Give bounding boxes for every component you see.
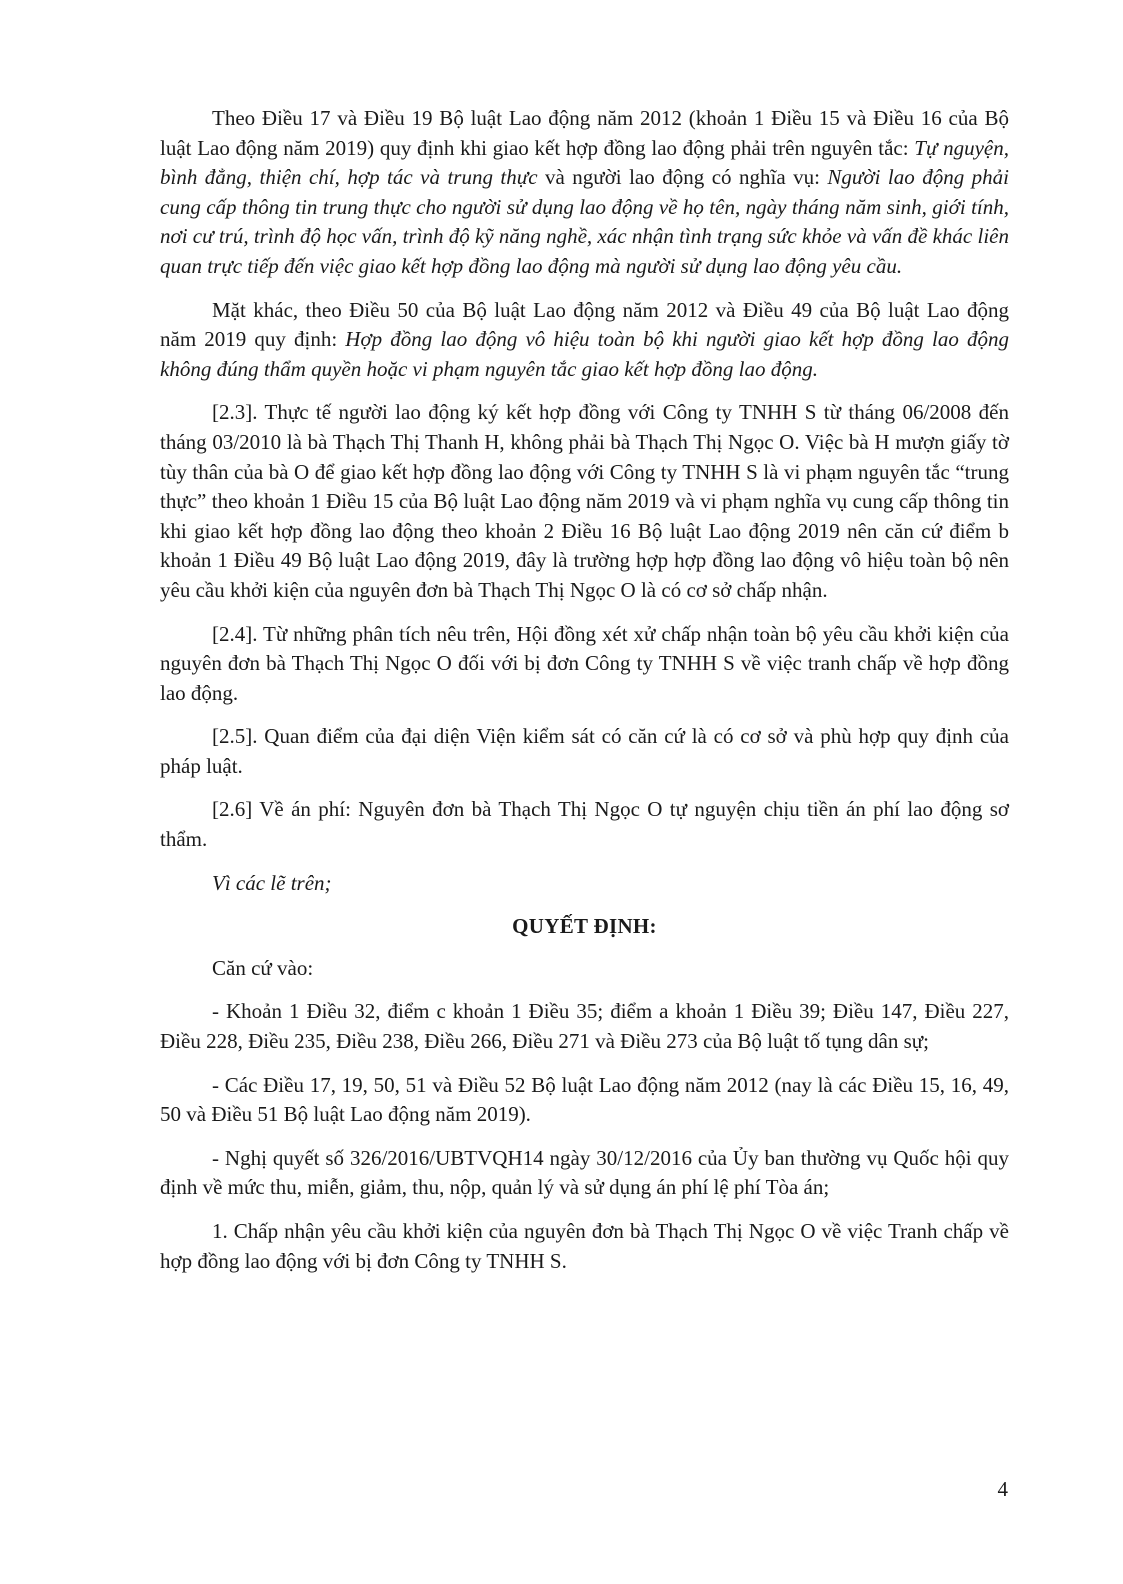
- paragraph-2-3: [2.3]. Thực tế người lao động ký kết hợp đồng với Công ty TNHH S từ tháng 06/2008 đến tháng 03/2010 là bà Thạch Thị Thanh H, không phải bà Thạch Thị Ngọc O. Việc bà H mượn giấy tờ tùy thân của bà O để giao kết hợp đồng lao động với Công ty TNHH S là vi phạm nguyên tắc “trung thực” theo khoản 1 Điều 15 của Bộ luật Lao động năm 2019 và vi phạm nghĩa vụ cung cấp thông tin khi giao kết hợp đồng lao động theo khoản 2 Điều 16 Bộ luật Lao động 2019 nên căn cứ điểm b khoản 1 Điều 49 Bộ luật Lao động 2019, đây là trường hợp hợp đồng lao động vô hiệu toàn bộ nên yêu cầu khởi kiện của nguyên đơn bà Thạch Thị Ngọc O là có cơ sở chấp nhận.: [160, 400, 1009, 602]
- text: và người lao động có nghĩa vụ:: [537, 165, 828, 190]
- text: Theo Điều 17 và Điều 19 Bộ luật Lao động năm 2012 (khoản 1 Điều 15 và Điều 16 của Bộ luật Lao động năm 2019) quy định khi giao kết hợp đồng lao động phải trên nguyên tắc:: [160, 106, 1009, 160]
- paragraph-resolution: - Nghị quyết số 326/2016/UBTVQH14 ngày 30/12/2016 của Ủy ban thường vụ Quốc hội quy định về mức thu, miễn, giảm, thu, nộp, quản lý và sử dụng án phí lệ phí Tòa án;: [160, 1145, 1009, 1200]
- italic-text: Người lao động phải cung cấp thông tin trung thực cho người sử dụng lao động về họ tên, ngày tháng năm sinh, giới tính, nơi cư trú, trình độ học vấn, trình độ kỹ năng nghề, xác nhận tình trạng sức khỏe và vấn đề khác liên quan trực tiếp đến việc giao kết hợp đồng lao động mà người sử dụng lao động yêu cầu.: [160, 165, 1010, 278]
- paragraph-reasons: Vì các lẽ trên;: [212, 870, 332, 895]
- paragraph-invalid-contract: [160, 296, 1009, 385]
- text: Mặt khác, theo Điều 50 của Bộ luật Lao động năm 2012 và Điều 49 của Bộ luật Lao động năm 2019 quy định:: [160, 297, 1009, 352]
- paragraph-decision-1: 1. Chấp nhận yêu cầu khởi kiện của nguyên đơn bà Thạch Thị Ngọc O về việc Tranh chấp về hợp đồng lao động với bị đơn Công ty TNHH S.: [160, 1219, 1009, 1273]
- italic-text: Tự nguyện, bình đẳng, thiện chí, hợp tác và trung thực: [160, 135, 1010, 190]
- italic-text: Hợp đồng lao động vô hiệu toàn bộ khi người giao kết hợp đồng lao động không đúng thẩm quyền hoặc vi phạm nguyên tắc giao kết hợp đồng lao động.: [160, 327, 1009, 381]
- document-page: [160, 104, 1009, 1290]
- paragraph-legal-basis-2012: [160, 104, 1009, 282]
- page-number: 4: [997, 1477, 1008, 1501]
- paragraph-2-6: [2.6] Về án phí: Nguyên đơn bà Thạch Thị Ngọc O tự nguyện chịu tiền án phí lao động sơ thẩm.: [160, 797, 1009, 852]
- decision-heading: QUYẾT ĐỊNH:: [512, 914, 657, 939]
- paragraph-based-on: Căn cứ vào:: [212, 955, 314, 980]
- paragraph-labor-code: - Các Điều 17, 19, 50, 51 và Điều 52 Bộ luật Lao động năm 2012 (nay là các Điều 15, 16, 49, 50 và Điều 51 Bộ luật Lao động năm 2019).: [160, 1072, 1009, 1127]
- paragraph-civil-procedure: - Khoản 1 Điều 32, điểm c khoản 1 Điều 35; điểm a khoản 1 Điều 39; Điều 147, Điều 227, Điều 228, Điều 235, Điều 238, Điều 266, Điều 271 và Điều 273 của Bộ luật tố tụng dân sự;: [160, 999, 1009, 1054]
- paragraph-2-4: [2.4]. Từ những phân tích nêu trên, Hội đồng xét xử chấp nhận toàn bộ yêu cầu khởi kiện của nguyên đơn bà Thạch Thị Ngọc O đối với bị đơn Công ty TNHH S về việc tranh chấp về hợp đồng lao động.: [160, 621, 1009, 705]
- paragraph-2-5: [2.5]. Quan điểm của đại diện Viện kiểm sát có căn cứ là có cơ sở và phù hợp quy định của pháp luật.: [160, 724, 1009, 778]
